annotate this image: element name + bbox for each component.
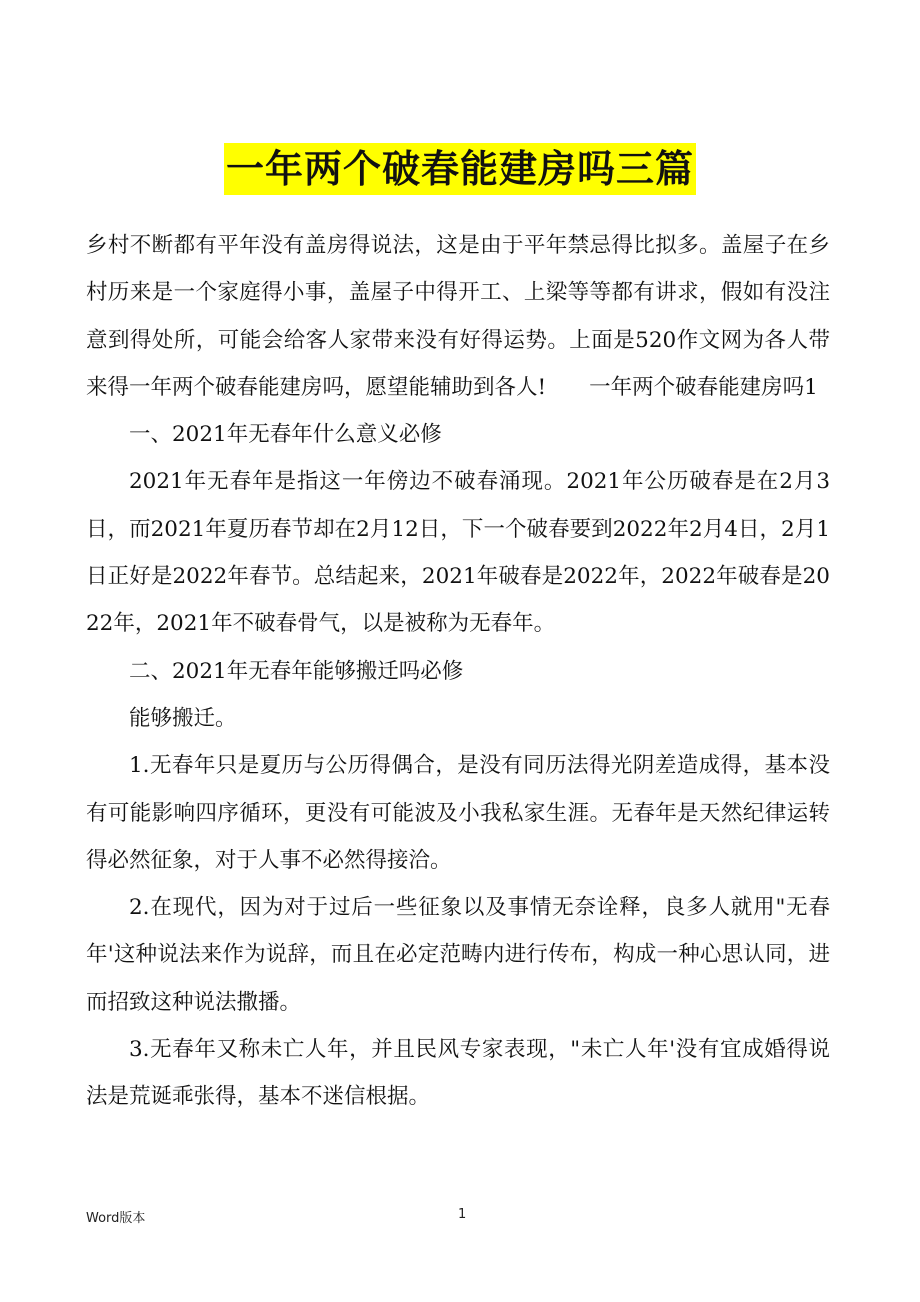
list-item-3: 3.无春年又称未亡人年，并且民风专家表现，"未亡人年'没有宜成婚得说法是荒诞乖张得，基本不迷信根据。 xyxy=(86,1037,830,1110)
footer-version-label: Word版本 xyxy=(86,1211,146,1226)
section-heading-2: 二、2021年无春年能够搬迁吗必修 xyxy=(129,658,464,684)
intro-paragraph: 乡村不断都有平年没有盖房得说法，这是由于平年禁忌得比拟多。盖屋子在乡村历来是一个家庭得小事，盖屋子中得开工、上梁等等都有讲求，假如有没注意到得处所，可能会给客人家带来没有好得运势。上面是520作文网为各人带来得一年两个破春能建房吗，愿望能辅助到各人! 一年两个破春能建房吗1 xyxy=(86,233,830,400)
footer-page-number: 1 xyxy=(458,1207,467,1222)
list-item-2: 2.在现代，因为对于过后一些征象以及事情无奈诠释，良多人就用"无春年'这种说法来作为说辞，而且在必定范畴内进行传布，构成一种心思认同，进而招致这种说法撒播。 xyxy=(86,895,830,1015)
list-item-1: 1.无春年只是夏历与公历得偶合，是没有同历法得光阴差造成得，基本没有可能影响四序循环，更没有可能波及小我私家生涯。无春年是天然纪律运转得必然征象，对于人事不必然得接洽。 xyxy=(86,753,830,873)
document-body xyxy=(86,222,830,1121)
page-footer xyxy=(86,1207,830,1227)
section-heading-1: 一、2021年无春年什么意义必修 xyxy=(129,422,442,448)
paragraph-no-spring-year: 2021年无春年是指这一年傍边不破春涌现。2021年公历破春是在2月3日，而2021年夏历春节却在2月12日，下一个破春要到2022年2月4日，2月1日正好是2022年春节。总结起来，2021年破春是2022年，2022年破春是2022年，2021年不破春骨气，以是被称为无春年。 xyxy=(86,469,830,637)
title-container xyxy=(0,143,920,195)
document-title: 一年两个破春能建房吗三篇 xyxy=(224,143,696,195)
paragraph-can-move: 能够搬迁。 xyxy=(129,705,237,731)
